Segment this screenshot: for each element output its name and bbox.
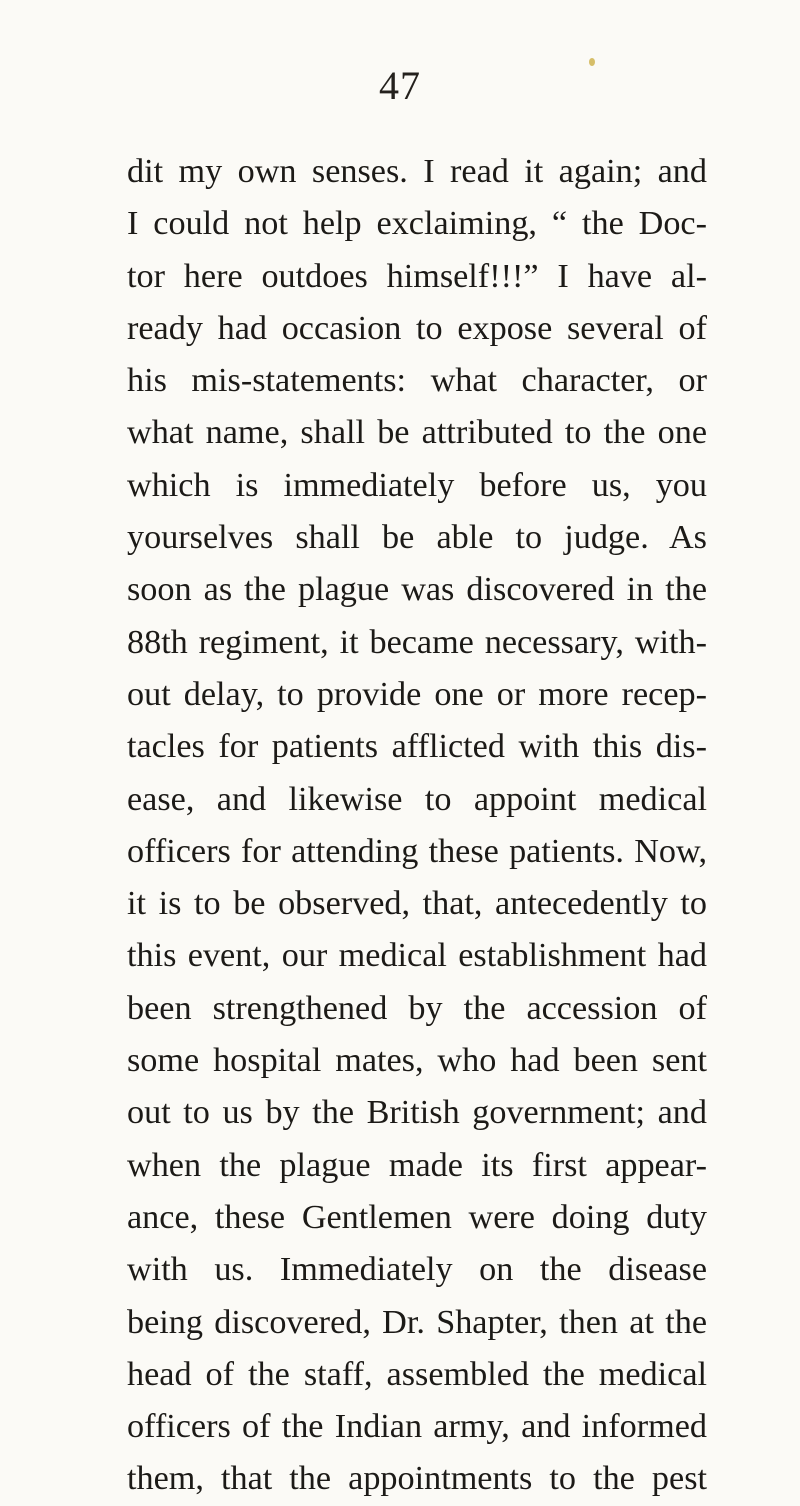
text-line: his mis-statements: what character, or [127,362,707,400]
text-line: head of the staff, assembled the medical [127,1355,707,1393]
text-line: 88th regiment, it became necessary, with- [127,623,707,661]
text-line: dit my own senses. I read it again; and [127,153,707,190]
text-line: them, that the appointments to the pest [127,1460,707,1498]
text-line: yourselves shall be able to judge. As [127,519,707,557]
text-line: ance, these Gentlemen were doing duty [127,1198,707,1236]
text-line: this event, our medical establishment had [127,937,707,975]
text-line: I could not help exclaiming, “ the Doc- [127,205,707,243]
text-line: out to us by the British government; and [127,1094,707,1132]
text-line: out delay, to provide one or more recep- [127,675,707,713]
text-line: officers of the Indian army, and informed [127,1408,707,1446]
text-line: some hospital mates, who had been sent [127,1042,707,1080]
text-line: soon as the plague was discovered in the [127,571,707,609]
text-line: been strengthened by the accession of [127,989,707,1027]
text-line: officers for attending these patients. Now, [127,832,707,870]
text-line: what name, shall be attributed to the one [127,414,707,452]
text-line: with us. Immediately on the disease [127,1251,707,1289]
text-line: being discovered, Dr. Shapter, then at the [127,1303,707,1341]
text-line: ease, and likewise to appoint medical [127,780,707,818]
text-line: which is immediately before us, you [127,466,707,504]
text-line: when the plague made its first appear- [127,1146,707,1184]
body-text [127,146,707,1506]
text-line: ready had occasion to expose several of [127,309,707,347]
text-line: it is to be observed, that, antecedently to [127,885,707,923]
text-line: tor here outdoes himself!!!” I have al- [127,257,707,295]
text-line: tacles for patients afflicted with this dis- [127,728,707,766]
page-number: 47 [379,63,421,108]
